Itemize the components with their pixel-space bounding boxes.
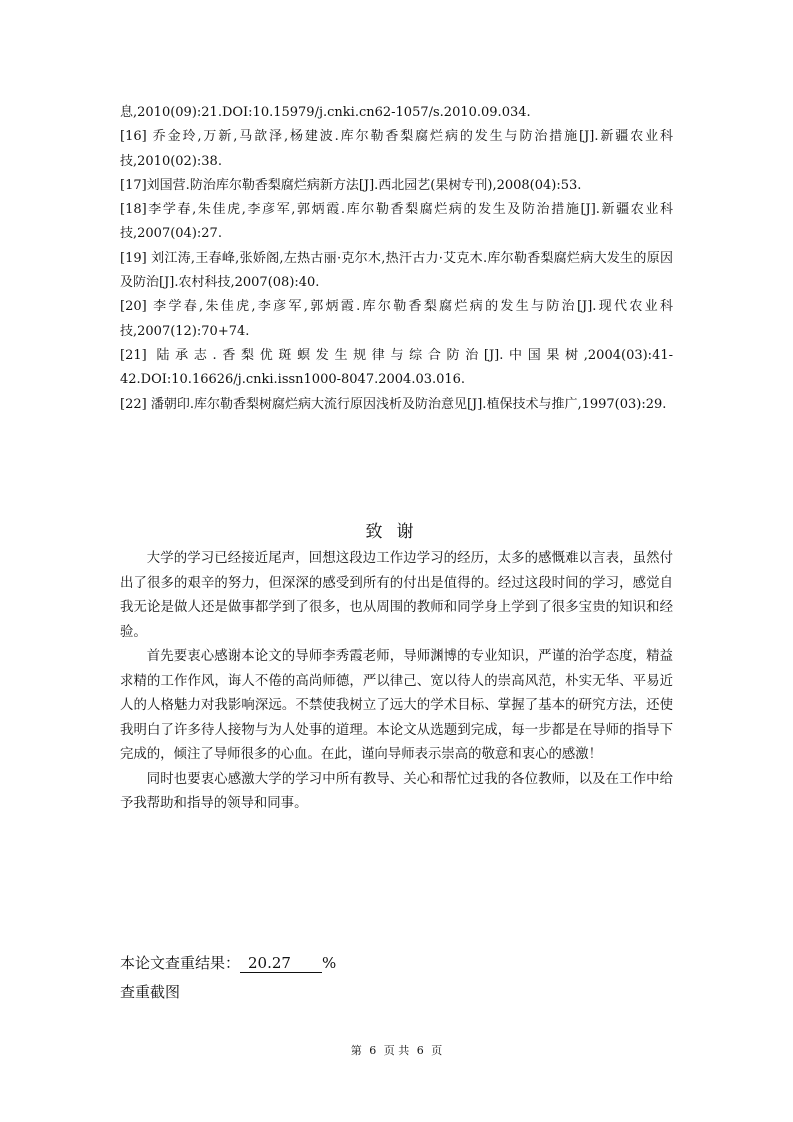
page-footer — [0, 1043, 793, 1059]
acknowledgement-paragraph: 首先要衷心感谢本论文的导师李秀霞老师，导师渊博的专业知识，严谨的治学态度，精益求精的工作作风，诲人不倦的高尚师德，严以律己、宽以待人的崇高风范，朴实无华、平易近人的人格魅力对我影响深远。不禁使我树立了远大的学术目标、掌握了基本的研究方法，还使我明白了许多待人接物与为人处事的道理。本论文从选题到完成，每一步都是在导师的指导下完成的，倾注了导师很多的心血。在此，谨向导师表示崇高的敬意和衷心的感激！ — [120, 649, 673, 762]
reference-entry: [17]刘国营.防治库尔勒香梨腐烂病新方法[J].西北园艺(果树专刊),2008(04):53. — [120, 177, 582, 193]
check-result-unit: % — [322, 954, 337, 972]
reference-entry: [19] 刘江涛,王春峰,张娇阁,左热古丽·克尔木,热汗古力·艾克木.库尔勒香梨腐烂病大发生的原因及防治[J].农村科技,2007(08):40. — [120, 250, 673, 291]
acknowledgement-paragraph: 大学的学习已经接近尾声，回想这段边工作边学习的经历，太多的感慨难以言表，虽然付出了很多的艰辛的努力，但深深的感受到所有的付出是值得的。经过这段时间的学习，感觉自我无论是做人还是做事都学到了很多，也从周围的教师和同学身上学到了很多宝贵的知识和经验。 — [120, 551, 673, 640]
acknowledgement-body — [120, 547, 673, 817]
footer-current-page: 6 — [369, 1044, 377, 1057]
check-screenshot-label: 查重截图 — [120, 983, 181, 1001]
reference-entry: 息,2010(09):21.DOI:10.15979/j.cnki.cn62-1057/s.2010.09.034. — [120, 105, 531, 120]
footer-total-pages: 6 — [416, 1044, 424, 1057]
acknowledgement-paragraph: 同时也要衷心感激大学的学习中所有教导、关心和帮忙过我的各位教师，以及在工作中给予我帮助和指导的领导和同事。 — [120, 771, 673, 811]
reference-list — [120, 101, 673, 417]
plagiarism-check-result — [120, 951, 336, 975]
footer-middle: 页 共 — [383, 1044, 410, 1057]
check-result-value: 20.27 — [240, 954, 322, 973]
reference-entry: [16] 乔金玲,万新,马歆泽,杨建波.库尔勒香梨腐烂病的发生与防治措施[J].新疆农业科技,2010(02):38. — [120, 129, 673, 169]
footer-suffix: 页 — [431, 1044, 443, 1057]
reference-entry: [20] 李学春,朱佳虎,李彦军,郭炳霞.库尔勒香梨腐烂病的发生与防治[J].现代农业科技,2007(12):70+74. — [120, 299, 673, 339]
reference-entry: [21] 陆承志.香梨优斑螟发生规律与综合防治[J].中国果树,2004(03):41-42.DOI:10.16626/j.cnki.issn1000-8047.2004.03.016. — [120, 347, 673, 388]
acknowledgement-title: 致谢 — [365, 522, 428, 542]
footer-prefix: 第 — [350, 1044, 362, 1057]
check-result-label: 本论文查重结果： — [120, 954, 241, 972]
reference-entry: [18]李学春,朱佳虎,李彦军,郭炳霞.库尔勒香梨腐烂病的发生及防治措施[J].新疆农业科技,2007(04):27. — [120, 202, 673, 242]
reference-entry: [22] 潘朝印.库尔勒香梨树腐烂病大流行原因浅析及防治意见[J].植保技术与推广,1997(03):29. — [120, 396, 667, 412]
